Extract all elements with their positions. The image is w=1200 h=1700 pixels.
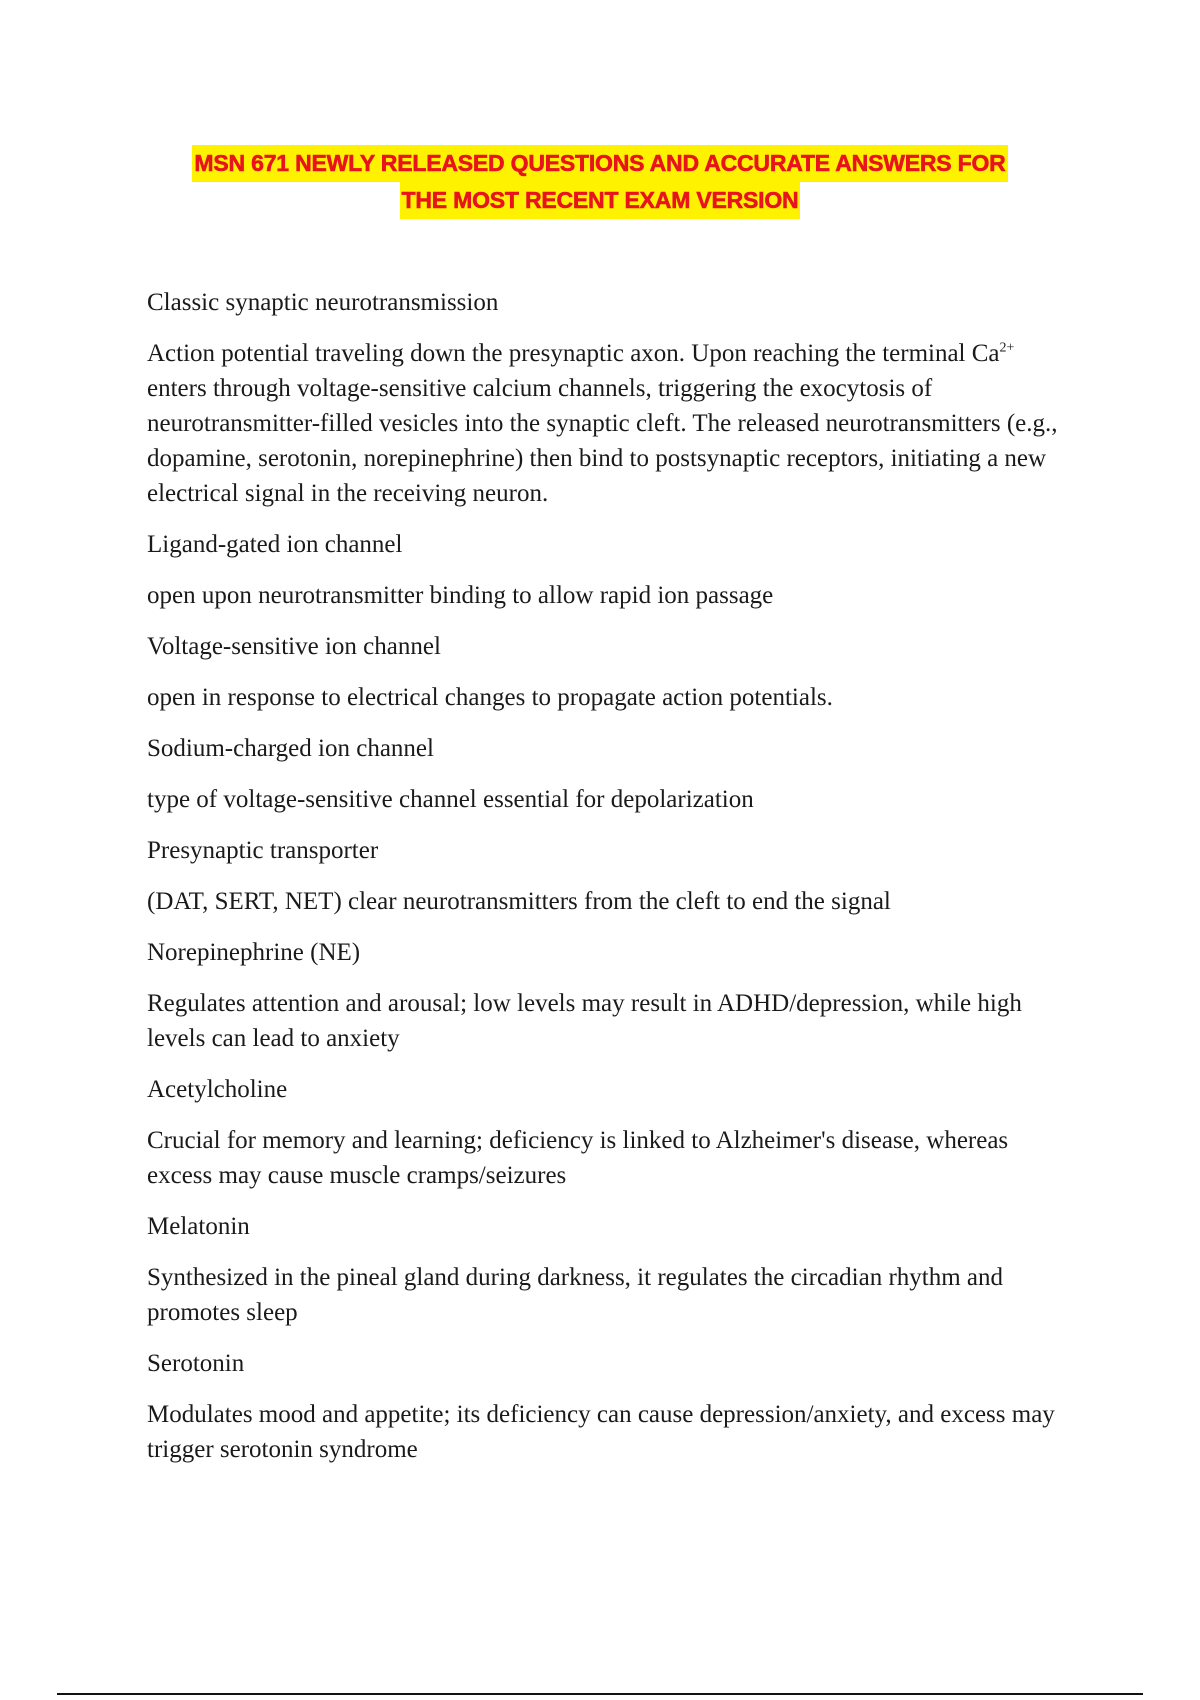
term: Serotonin xyxy=(147,1350,245,1377)
definition: Synthesized in the pineal gland during darkness, it regulates the circadian rhythm and promotes sleep xyxy=(147,1264,1004,1326)
term: Ligand-gated ion channel xyxy=(147,531,403,558)
entry-acetylcholine xyxy=(147,1072,1067,1193)
entry-melatonin xyxy=(147,1209,1067,1330)
term: Norepinephrine (NE) xyxy=(147,939,361,966)
title-line-2: THE MOST RECENT EXAM VERSION xyxy=(400,182,801,219)
definition: open in response to electrical changes to propagate action potentials. xyxy=(147,684,833,711)
title-line-1: MSN 671 NEWLY RELEASED QUESTIONS AND ACCURATE ANSWERS FOR xyxy=(192,145,1007,182)
definition-text: Action potential traveling down the presynaptic axon. Upon reaching the terminal Ca xyxy=(147,340,1000,367)
term: Classic synaptic neurotransmission xyxy=(147,289,499,316)
term: Acetylcholine xyxy=(147,1076,288,1103)
term: Sodium-charged ion channel xyxy=(147,735,434,762)
definition: Regulates attention and arousal; low levels may result in ADHD/depression, while high levels can lead to anxiety xyxy=(147,990,1022,1052)
definition-text-continued: enters through voltage-sensitive calcium channels, triggering the exocytosis of neurotransmitter-filled vesicles into the synaptic cleft. The released neurotransmitters (e.g., dopamine, serotonin, norepinephrine) then bind to postsynaptic receptors, initiating a new electrical signal in the receiving neuron. xyxy=(147,375,1058,507)
definition: open upon neurotransmitter binding to allow rapid ion passage xyxy=(147,582,774,609)
flashcard-list xyxy=(147,285,1067,1483)
superscript-charge: 2+ xyxy=(999,340,1015,356)
entry-presynaptic-transporter xyxy=(147,833,1067,919)
definition: type of voltage-sensitive channel essential for depolarization xyxy=(147,786,754,813)
entry-norepinephrine xyxy=(147,935,1067,1056)
entry-voltage-sensitive-ion-channel xyxy=(147,629,1067,715)
term: Melatonin xyxy=(147,1213,250,1240)
term: Presynaptic transporter xyxy=(147,837,379,864)
definition: (DAT, SERT, NET) clear neurotransmitters from the cleft to end the signal xyxy=(147,888,891,915)
definition: Modulates mood and appetite; its deficiency can cause depression/anxiety, and excess may trigger serotonin syndrome xyxy=(147,1401,1055,1463)
entry-sodium-charged-ion-channel xyxy=(147,731,1067,817)
definition xyxy=(147,336,1067,511)
document-title xyxy=(0,145,1200,219)
footer-divider xyxy=(57,1693,1143,1695)
definition: Crucial for memory and learning; deficiency is linked to Alzheimer's disease, whereas excess may cause muscle cramps/seizures xyxy=(147,1127,1009,1189)
term: Voltage-sensitive ion channel xyxy=(147,633,441,660)
entry-classic-synaptic-neurotransmission xyxy=(147,285,1067,511)
entry-serotonin xyxy=(147,1346,1067,1467)
entry-ligand-gated-ion-channel xyxy=(147,527,1067,613)
